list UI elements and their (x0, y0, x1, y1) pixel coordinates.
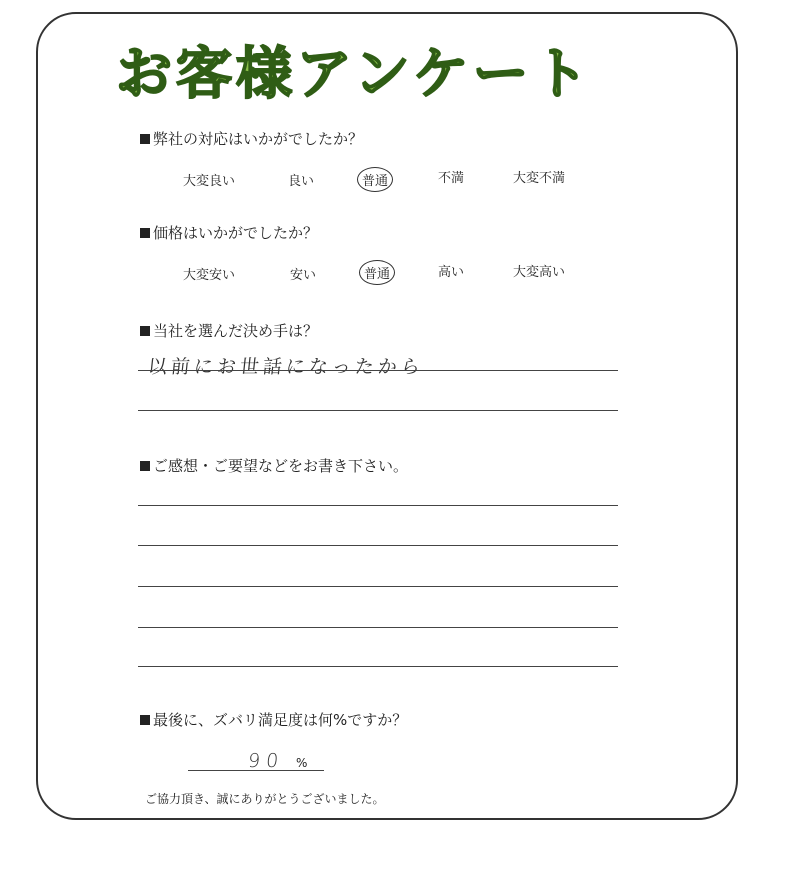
question-service-label: 弊社の対応はいかがでしたか？ (153, 130, 364, 148)
option-price-normal-selected[interactable]: 普通 (359, 260, 395, 285)
satisfaction-handwritten-answer: 90 (246, 750, 286, 772)
answer-line (138, 370, 618, 371)
question-comments (140, 455, 408, 476)
option-service-very-good[interactable]: 大変良い (183, 174, 236, 189)
percent-unit: % (296, 756, 308, 770)
option-service-normal-selected[interactable]: 普通 (357, 167, 393, 192)
thank-you-note: ご協力頂き、誠にありがとうございました。 (145, 792, 385, 806)
satisfaction-line[interactable] (188, 770, 324, 771)
question-comments-label: ご感想・ご要望などをお書き下さい。 (153, 457, 409, 475)
option-price-expensive[interactable]: 高い (438, 265, 465, 280)
question-satisfaction-label: 最後に、ズバリ満足度は何%ですか？ (153, 711, 408, 729)
question-reason (140, 320, 318, 341)
option-price-very-cheap[interactable]: 大変安い (183, 268, 236, 283)
comment-line[interactable] (138, 505, 618, 506)
comment-line[interactable] (138, 586, 618, 587)
comment-line[interactable] (138, 545, 618, 546)
option-price-cheap[interactable]: 安い (290, 268, 317, 283)
square-bullet-icon (140, 326, 150, 336)
answer-line (138, 410, 618, 411)
square-bullet-icon (140, 715, 150, 725)
square-bullet-icon (140, 461, 150, 471)
square-bullet-icon (140, 228, 150, 238)
question-satisfaction (140, 709, 407, 730)
option-price-very-expensive[interactable]: 大変高い (513, 265, 566, 280)
option-service-dissatisfied[interactable]: 不満 (438, 171, 465, 186)
square-bullet-icon (140, 134, 150, 144)
option-service-very-dissatisfied[interactable]: 大変不満 (513, 171, 566, 186)
survey-title: お客様アンケート (116, 42, 593, 107)
question-reason-label: 当社を選んだ決め手は？ (153, 322, 319, 340)
question-price-label: 価格はいかがでしたか？ (153, 224, 319, 242)
comment-line[interactable] (138, 627, 618, 628)
option-service-good[interactable]: 良い (288, 174, 315, 189)
reason-handwritten-answer: 以前にお世話になったから (146, 356, 426, 378)
comment-line[interactable] (138, 666, 618, 667)
question-price (140, 222, 318, 243)
question-service (140, 128, 363, 149)
